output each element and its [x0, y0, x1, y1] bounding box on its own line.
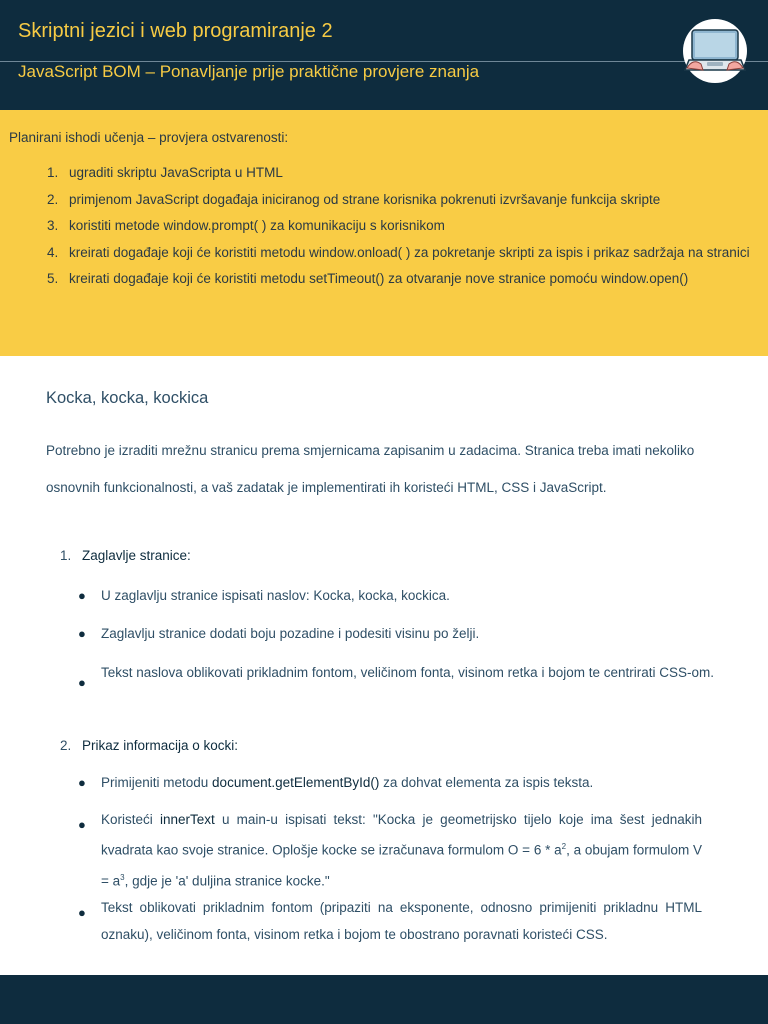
outcome-item: 5. kreirati događaje koji će koristiti metodu setTimeout() za otvaranje nove stranice pomoću window.open()	[47, 271, 689, 286]
outcome-item: 3. koristiti metode window.prompt( ) za komunikaciju s korisnikom	[47, 218, 445, 233]
list-item: ● Koristeći innerText u main-u ispisati tekst: "Kocka je geometrijsko tijelo koje ima šest jednakih kvadrata kao svoje stranice. Oplošje kocke se izračunava formulom $O = 6 * a^2$, a obujam formulom $V = a^3$, gdje je 'a' duljina stranice kocke."	[78, 812, 702, 888]
list-item: ● Tekst oblikovati prikladnim fontom (pripaziti na eksponente, odnosno primijeniti prikladnu HTML oznaku), veličinom fonta, visinom retka i bojom te obostrano poravnati koristeći CSS.	[78, 900, 702, 942]
outcomes-heading: Planirani ishodi učenja – provjera ostvarenosti:	[9, 130, 289, 145]
list-item: ● Zaglavlju stranice dodati boju pozadine i podesiti visinu po želji.	[78, 626, 480, 641]
bullet-icon: ●	[78, 588, 86, 603]
task-1-list	[78, 587, 728, 691]
intro-paragraph: Potrebno je izraditi mrežnu stranicu prema smjernicama zapisanim u zadacima. Stranica treba imati nekoliko osnovnih funkcionalnosti, a vaš zadatak je implementirati ih koristeći HTML, CSS i JavaScript.	[46, 443, 695, 495]
outcome-item: 1. ugraditi skriptu JavaScripta u HTML	[47, 165, 283, 180]
bullet-icon: ●	[78, 905, 86, 920]
list-item: ● Primijeniti metodu document.getElementById() za dohvat elementa za ispis teksta.	[78, 775, 594, 790]
learning-outcomes-panel	[0, 110, 768, 356]
page-header	[0, 0, 768, 110]
laptop-typing-icon	[681, 18, 749, 84]
outcome-item: 2. primjenom JavaScript događaja iniciranog od strane korisnika pokrenuti izvršavanje funkcija skripte	[47, 191, 661, 207]
bullet-icon: ●	[78, 817, 86, 832]
code-term: innerText	[159, 812, 215, 827]
course-title: Skriptni jezici i web programiranje 2	[18, 20, 333, 42]
page-footer	[0, 975, 768, 1024]
code-term: document.getElementById()	[212, 775, 380, 790]
bullet-icon: ●	[78, 675, 86, 690]
lesson-subtitle: JavaScript BOM – Ponavljanje prije praktične provjere znanja	[18, 62, 480, 81]
task-2-heading: 2. Prikaz informacija o kocki:	[60, 738, 239, 753]
list-item: ● Tekst naslova oblikovati prikladnim fontom, veličinom fonta, visinom retka i bojom te centrirati CSS-om.	[78, 654, 728, 691]
bullet-icon: ●	[78, 775, 86, 790]
outcome-item: 4. kreirati događaje koji će koristiti metodu window.onload( ) za pokretanje skripti za ispis i prikaz sadržaja na stranici	[47, 244, 750, 260]
outcomes-list	[0, 160, 768, 293]
task-1-heading: 1. Zaglavlje stranice:	[60, 548, 191, 563]
task-2-list	[78, 774, 702, 948]
bullet-icon: ●	[78, 626, 86, 641]
list-item: ● U zaglavlju stranice ispisati naslov: Kocka, kocka, kockica.	[78, 588, 450, 603]
section-title: Kocka, kocka, kockica	[46, 389, 209, 407]
